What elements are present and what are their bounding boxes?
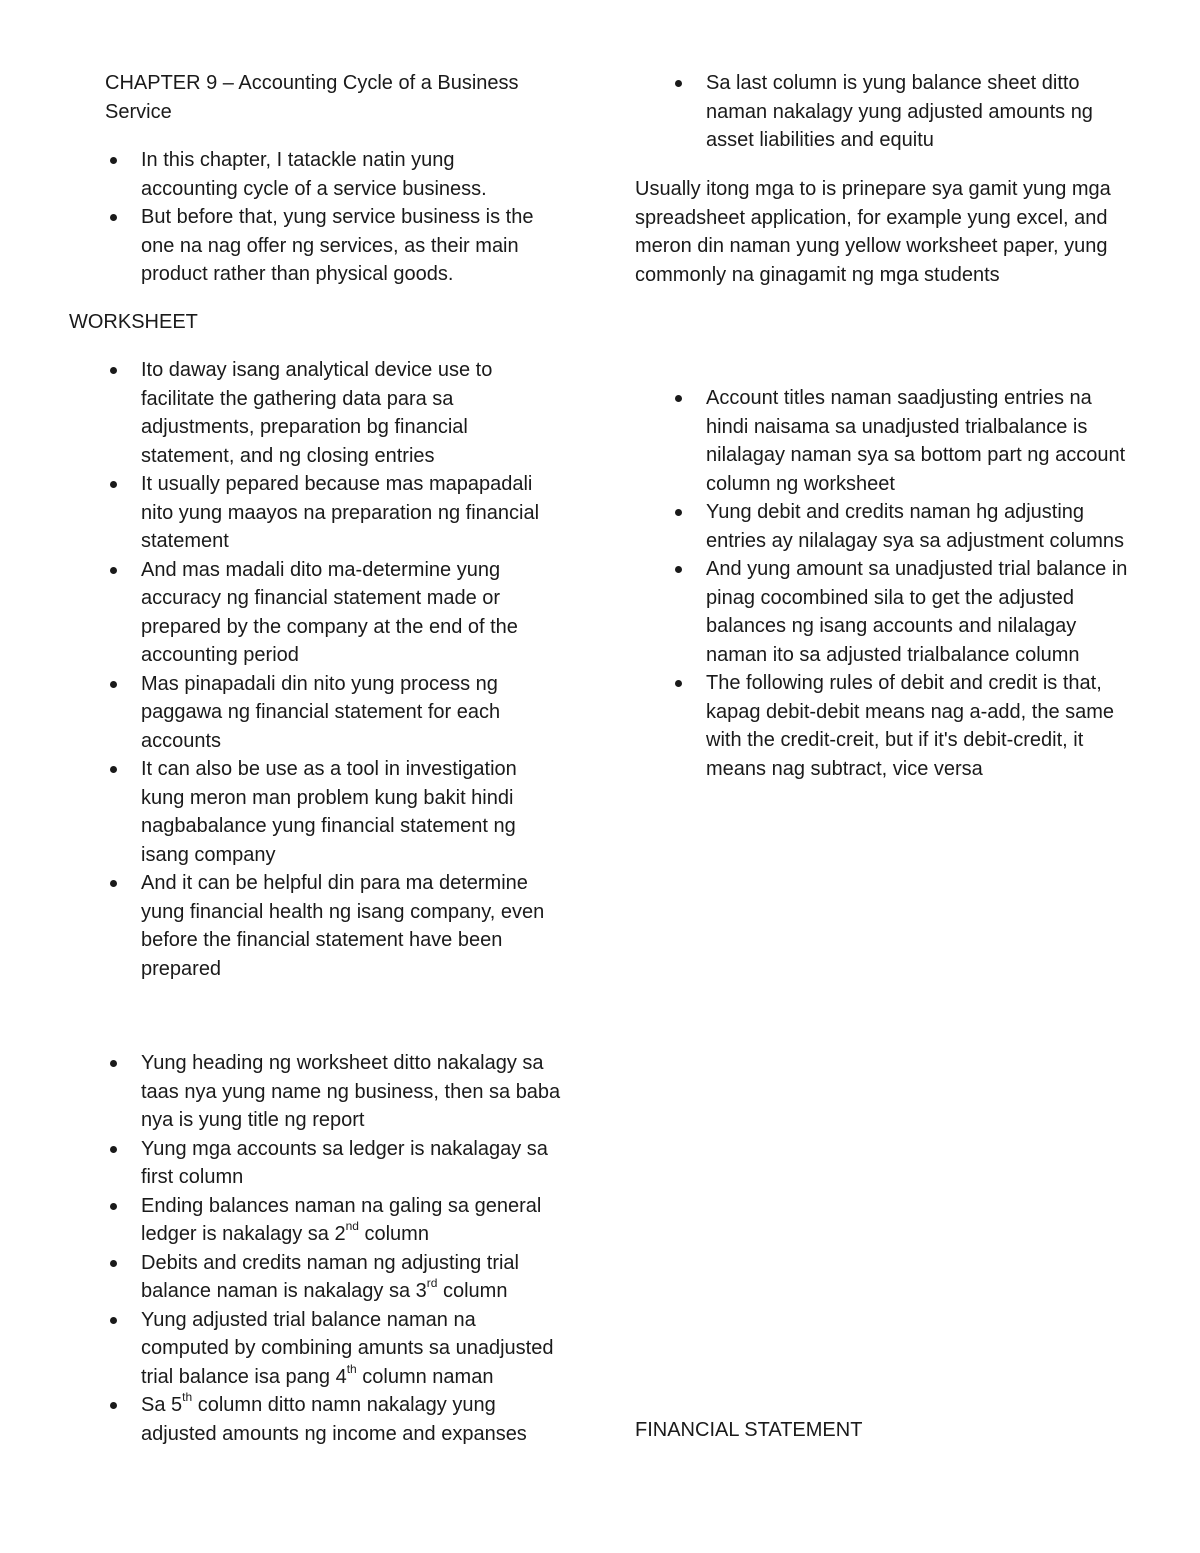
account-bullet-3 [706, 555, 1131, 669]
bullet-dot-icon [110, 567, 117, 574]
bullet-text: The following rules of debit and credit is that, kapag debit-debit means nag a-add, the same with the credit-creit, but if it's debit-credit, it means nag subtract, vice versa [706, 672, 1115, 780]
bullet-dot-icon [110, 766, 117, 773]
columns-bullet-5 [141, 1306, 563, 1392]
bullet-text: Sa last column is yung balance sheet ditto naman nakalagy yung adjusted amounts ng asset liabilities and equitu [706, 72, 1093, 151]
bullet-text: Yung adjusted trial balance naman na computed by combining amunts sa unadjusted trial balance isa pang 4 [141, 1308, 554, 1388]
bullet-dot-icon [675, 509, 682, 516]
worksheet-bullet-6 [141, 869, 561, 983]
bullet-text: Sa 5 [141, 1394, 183, 1416]
bullet-dot-icon [675, 80, 682, 87]
bullet-dot-icon [110, 367, 117, 374]
bullet-text: And mas madali dito ma-determine yung accuracy ng financial statement made or prepared by the company at the end of the accounting period [141, 558, 518, 666]
bullet-dot-icon [110, 1146, 117, 1153]
bullet-text: Ito daway isang analytical device use to facilitate the gathering data para sa adjustments, preparation bg financial statement, and ng closing entries [141, 359, 493, 467]
bullet-dot-icon [675, 680, 682, 687]
bullet-text-tail: column naman [356, 1365, 494, 1388]
bullet-text: Debits and credits naman ng adjusting trial balance naman is nakalagy sa 3 [141, 1251, 519, 1302]
worksheet-bullet-5 [141, 755, 561, 869]
columns-bullet-6 [141, 1391, 563, 1448]
intro-bullet-1 [141, 146, 546, 203]
bullet-dot-icon [110, 1060, 117, 1067]
worksheet-heading: WORKSHEET [69, 311, 198, 333]
bullet-text: In this chapter, I tatackle natin yung accounting cycle of a service business. [141, 149, 487, 200]
bullet-dot-icon [110, 681, 117, 688]
bullet-dot-icon [110, 1260, 117, 1267]
bullet-text-tail: column [437, 1280, 508, 1302]
bullet-dot-icon [110, 481, 117, 488]
worksheet-columns-bullet-list [141, 1049, 563, 1448]
bullet-dot-icon [110, 157, 117, 164]
bullet-dot-icon [110, 880, 117, 887]
bullet-dot-icon [675, 395, 682, 402]
ordinal-suffix: th [182, 1390, 193, 1405]
columns-bullet-1 [141, 1049, 563, 1135]
columns-bullet-3 [141, 1192, 563, 1249]
financial-statement-heading: FINANCIAL STATEMENT [635, 1419, 863, 1441]
worksheet-bullet-list [141, 356, 561, 983]
account-bullet-2 [706, 498, 1131, 555]
bullet-text: Ending balances naman na galing sa general ledger is nakalagy sa 2 [141, 1194, 542, 1245]
bullet-text: Yung heading ng worksheet ditto nakalagy sa taas nya yung name ng business, then sa baba nya is yung title ng report [141, 1052, 561, 1131]
worksheet-bullet-2 [141, 470, 561, 556]
bullet-dot-icon [110, 1402, 117, 1409]
bullet-text: Yung mga accounts sa ledger is nakalagay sa first column [141, 1137, 548, 1188]
bullet-dot-icon [675, 566, 682, 573]
bullet-text: Yung debit and credits naman hg adjusting entries ay nilalagay sya sa adjustment columns [706, 501, 1124, 552]
account-titles-bullet-list [706, 384, 1131, 783]
spreadsheet-paragraph: Usually itong mga to is prinepare sya gamit yung mga spreadsheet application, for example yung excel, and meron din naman yung yellow worksheet paper, yung commonly na ginagamit ng mga students [635, 178, 1111, 286]
bullet-text-tail: column ditto namn nakalagy yung adjusted amounts ng income and expanses [141, 1394, 527, 1445]
columns-bullet-2 [141, 1135, 563, 1192]
account-bullet-1 [706, 384, 1131, 498]
worksheet-bullet-1 [141, 356, 561, 470]
bullet-text: It usually pepared because mas mapapadali nito yung maayos na preparation ng financial statement [141, 473, 540, 552]
bullet-dot-icon [110, 214, 117, 221]
bullet-text: Mas pinapadali din nito yung process ng paggawa ng financial statement for each accounts [141, 672, 501, 752]
ordinal-suffix: th [346, 1361, 357, 1376]
last-column-bullet [706, 69, 1131, 155]
bullet-text-tail: column [358, 1223, 429, 1245]
account-bullet-4 [706, 669, 1131, 783]
intro-bullet-2 [141, 203, 546, 289]
last-column-bullet-list [706, 69, 1131, 155]
chapter-title: CHAPTER 9 – Accounting Cycle of a Business Service [105, 72, 519, 123]
bullet-text: It can also be use as a tool in investigation kung meron man problem kung bakit hindi nagbabalance yung financial statement ng isang company [141, 758, 517, 866]
worksheet-bullet-3 [141, 556, 561, 670]
ordinal-suffix: nd [345, 1219, 359, 1234]
bullet-text: Account titles naman saadjusting entries na hindi naisama sa unadjusted trialbalance is nilalagay naman sya sa bottom part ng account column ng worksheet [706, 387, 1126, 495]
ordinal-suffix: rd [426, 1276, 438, 1291]
bullet-text: And yung amount sa unadjusted trial balance in pinag cocombined sila to get the adjusted balances ng isang accounts and nilalagay naman ito sa adjusted trialbalance column [706, 558, 1128, 666]
bullet-text: And it can be helpful din para ma determine yung financial health ng isang company, even before the financial statement have been prepared [141, 872, 545, 980]
bullet-dot-icon [110, 1203, 117, 1210]
intro-bullet-list [141, 146, 546, 289]
worksheet-bullet-4 [141, 670, 561, 756]
bullet-text: But before that, yung service business is the one na nag offer ng services, as their main product rather than physical goods. [141, 206, 534, 285]
columns-bullet-4 [141, 1249, 563, 1306]
bullet-dot-icon [110, 1317, 117, 1324]
